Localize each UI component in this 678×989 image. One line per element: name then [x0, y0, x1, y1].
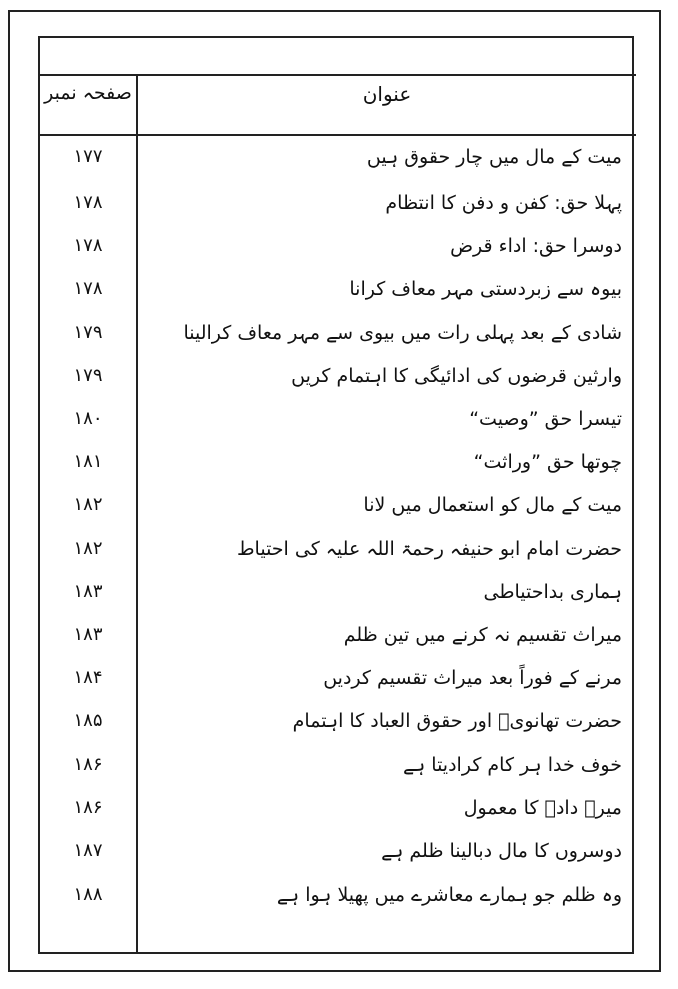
toc-row — [40, 408, 636, 442]
toc-row — [40, 624, 636, 658]
toc-page-number: ۱۸۰ — [73, 408, 103, 429]
toc-page-number: ۱۷۹ — [73, 322, 103, 343]
toc-row — [40, 365, 636, 399]
toc-title: پہلا حق: کفن و دفن کا انتظام — [385, 192, 622, 214]
toc-page-number: ۱۸۸ — [73, 884, 103, 905]
table-of-contents — [38, 36, 634, 954]
toc-page-number: ۱۸۳ — [73, 624, 103, 645]
toc-page-number: ۱۸۶ — [73, 754, 103, 775]
toc-title: حضرت امام ابو حنیفہ رحمۃ اللہ علیہ کی احتیاط — [236, 538, 622, 560]
toc-page-number: ۱۷۷ — [73, 146, 103, 167]
toc-title: چوتھا حق ”وراثت“ — [473, 451, 622, 473]
toc-title: میراث تقسیم نہ کرنے میں تین ظلم — [343, 624, 622, 646]
toc-title: میت کے مال کو استعمال میں لانا — [363, 494, 622, 516]
toc-title: ہماری بداحتیاطی — [483, 581, 622, 603]
toc-row — [40, 667, 636, 701]
title-column-header: عنوان — [362, 82, 412, 106]
toc-title: میرے دادؒ کا معمول — [463, 797, 622, 819]
toc-page-number: ۱۸۳ — [73, 581, 103, 602]
toc-row — [40, 278, 636, 312]
toc-page-number: ۱۸۱ — [73, 451, 103, 472]
toc-row — [40, 494, 636, 528]
page-outer-border — [8, 10, 661, 972]
toc-title: وہ ظلم جو ہمارے معاشرے میں پھیلا ہوا ہے — [276, 884, 622, 906]
toc-row — [40, 884, 636, 918]
toc-page-number: ۱۸۶ — [73, 797, 103, 818]
toc-row — [40, 235, 636, 269]
toc-title: مرنے کے فوراً بعد میراث تقسیم کردیں — [323, 667, 622, 689]
toc-row — [40, 146, 636, 180]
toc-title: وارثین قرضوں کی ادائیگی کا اہتمام کریں — [291, 365, 622, 387]
toc-title: میت کے مال میں چار حقوق ہیں — [366, 146, 622, 168]
toc-row — [40, 451, 636, 485]
toc-page-number: ۱۷۹ — [73, 365, 103, 386]
toc-header — [40, 74, 636, 136]
toc-page-number: ۱۷۸ — [73, 192, 103, 213]
toc-page-number: ۱۸۲ — [73, 494, 103, 515]
toc-row — [40, 192, 636, 226]
toc-row — [40, 754, 636, 788]
toc-page-number: ۱۷۸ — [73, 278, 103, 299]
toc-page-number: ۱۸۷ — [73, 840, 103, 861]
toc-page-number: ۱۸۵ — [73, 710, 103, 731]
toc-title: شادی کے بعد پہلی رات میں بیوی سے مہر معاف کرالینا — [183, 322, 622, 344]
toc-row — [40, 322, 636, 356]
toc-title: بیوہ سے زبردستی مہر معاف کرانا — [349, 278, 622, 300]
toc-page-number: ۱۸۴ — [73, 667, 103, 688]
toc-row — [40, 581, 636, 615]
page-number-column-header: صفحہ نمبر — [44, 82, 132, 104]
toc-page-number: ۱۸۲ — [73, 538, 103, 559]
toc-row — [40, 797, 636, 831]
toc-page-number: ۱۷۸ — [73, 235, 103, 256]
toc-row — [40, 538, 636, 572]
toc-row — [40, 710, 636, 744]
toc-title: حضرت تھانویؒ اور حقوق العباد کا اہتمام — [292, 710, 622, 732]
toc-title: تیسرا حق ”وصیت“ — [469, 408, 622, 430]
toc-title: دوسروں کا مال دبالینا ظلم ہے — [381, 840, 622, 862]
toc-title: دوسرا حق: اداء قرض — [450, 235, 622, 257]
toc-title: خوف خدا ہر کام کرادیتا ہے — [402, 754, 622, 776]
toc-row — [40, 840, 636, 874]
